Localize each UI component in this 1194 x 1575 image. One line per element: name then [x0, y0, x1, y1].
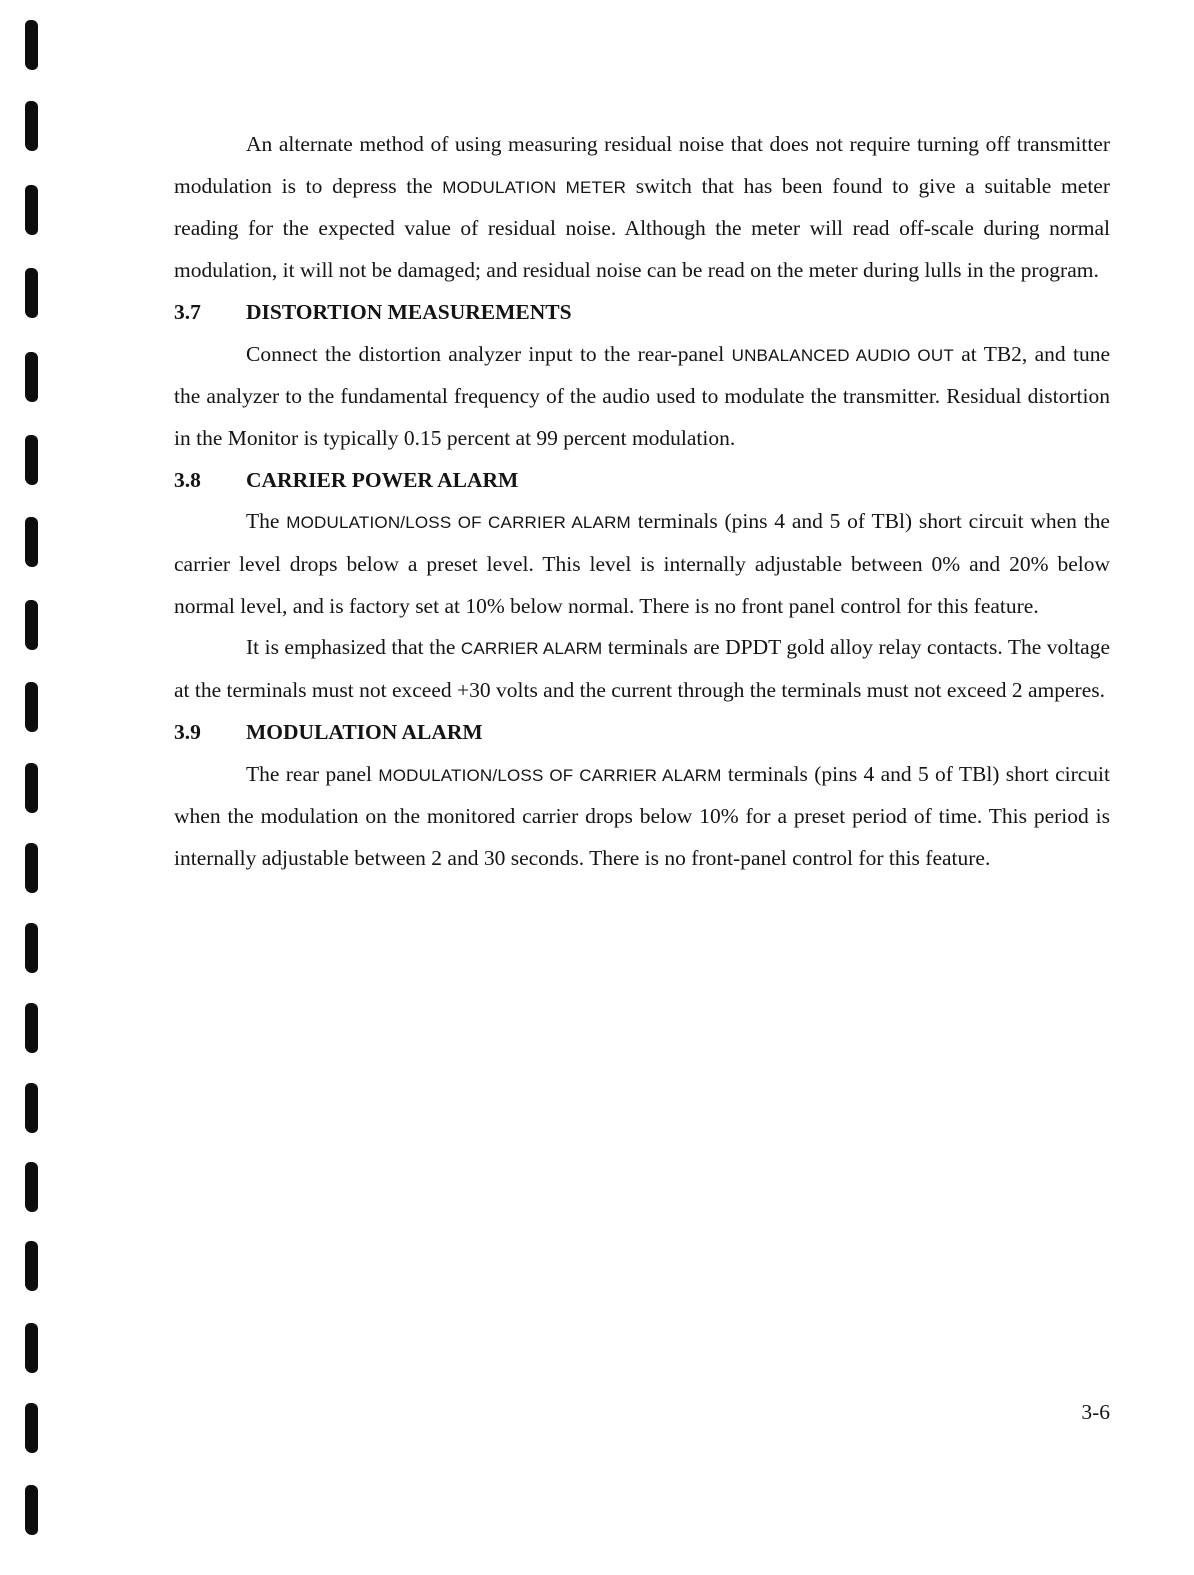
binding-hole — [25, 600, 38, 650]
binding-hole — [25, 1162, 38, 1212]
binding-hole — [25, 517, 38, 567]
section-number: 3.8 — [174, 467, 201, 492]
paragraph-distortion — [174, 334, 1110, 460]
control-name: MODULATION/LOSS OF CARRIER ALARM — [378, 765, 722, 785]
control-name: CARRIER ALARM — [460, 639, 603, 659]
section-number: 3.7 — [174, 299, 201, 324]
text-run: The rear panel — [246, 761, 379, 786]
control-name: MODULATION/LOSS OF CARRIER ALARM — [286, 513, 631, 533]
binding-hole — [25, 185, 38, 235]
binding-hole — [25, 1403, 38, 1453]
binding-hole — [25, 1323, 38, 1373]
section-heading-3-7 — [174, 292, 1110, 334]
binding-hole — [25, 20, 38, 70]
paragraph-residual-noise — [174, 124, 1110, 292]
binding-hole — [25, 352, 38, 402]
binding-hole — [25, 1485, 38, 1535]
page-body — [174, 124, 1110, 880]
section-heading-3-8 — [174, 460, 1110, 502]
text-run: It is emphasized that the — [246, 635, 461, 660]
text-run: An alternate method of using measuring residual noise that does not require turning off transmitter modulation is to depress the — [174, 132, 1110, 198]
section-title: DISTORTION MEASUREMENTS — [246, 299, 572, 324]
paragraph-carrier-alarm-contacts — [174, 627, 1110, 711]
binding-hole — [25, 101, 38, 151]
section-heading-3-9 — [174, 712, 1110, 754]
binding-hole — [25, 763, 38, 813]
control-name: MODULATION METER — [442, 177, 627, 197]
text-run: at TB2, and tune the analyzer to the fundamental frequency of the audio used to modulate the transmitter. Residual distortion in the Monitor is typically 0.15 percent at 99 percent modulation. — [174, 341, 1110, 450]
binding-holes — [20, 0, 44, 1575]
text-run: Connect the distortion analyzer input to the rear-panel — [246, 341, 732, 366]
text-run: terminals (pins 4 and 5 of TBl) short circuit when the modulation on the monitored carrier drops below 10% for a preset period of time. This period is internally adjustable between 2 and 30 seconds. There is no front-panel control for this feature. — [174, 761, 1110, 870]
binding-hole — [25, 268, 38, 318]
section-title: CARRIER POWER ALARM — [246, 467, 519, 492]
page-number: 3-6 — [1081, 1400, 1110, 1424]
text-run: terminals (pins 4 and 5 of TBl) short circuit when the carrier level drops below a preset level. This level is internally adjustable between 0% and 20% below normal level, and is factory set at 10% below normal. There is no front panel control for this feature. — [174, 509, 1110, 618]
binding-hole — [25, 682, 38, 732]
binding-hole — [25, 1083, 38, 1133]
binding-hole — [25, 435, 38, 485]
paragraph-carrier-alarm — [174, 501, 1110, 627]
control-name: UNBALANCED AUDIO OUT — [731, 345, 954, 365]
text-run: The — [246, 509, 287, 534]
text-run: switch that has been found to give a suitable meter reading for the expected value of residual noise. Although the meter will read off-scale during normal modulation, it will not be damaged; and residual noise can be read on the meter during lulls in the program. — [174, 173, 1110, 283]
binding-hole — [25, 923, 38, 973]
paragraph-modulation-alarm — [174, 754, 1110, 880]
text-run: terminals are DPDT gold alloy relay contacts. The voltage at the terminals must not exceed +30 volts and the current through the terminals must not exceed 2 amperes. — [174, 635, 1111, 703]
binding-hole — [25, 1241, 38, 1291]
section-number: 3.9 — [174, 719, 201, 744]
section-title: MODULATION ALARM — [246, 719, 483, 744]
binding-hole — [25, 1003, 38, 1053]
binding-hole — [25, 843, 38, 893]
